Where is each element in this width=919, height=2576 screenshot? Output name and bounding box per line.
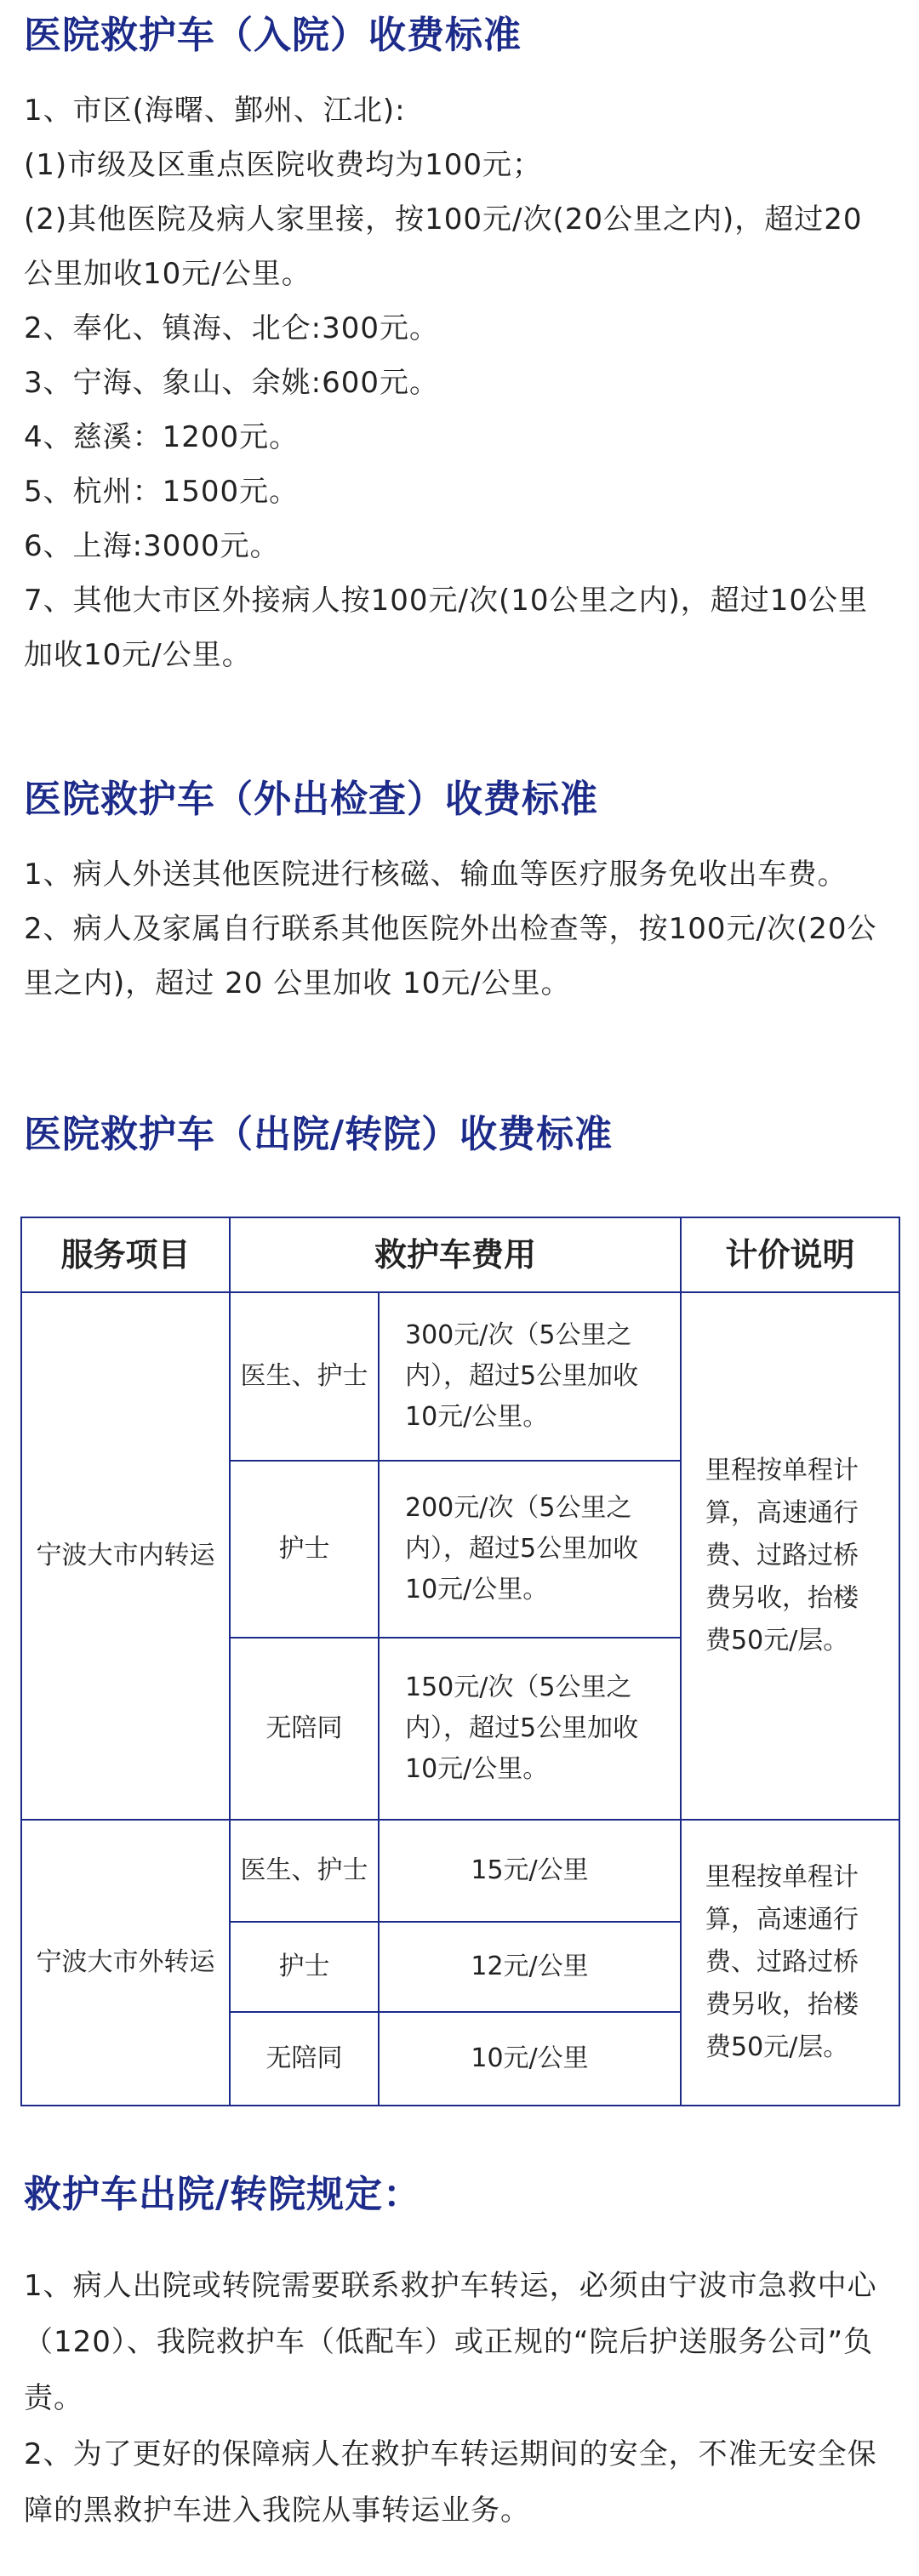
section-title-outside-exam: 医院救护车（外出检查）收费标准 [24, 778, 598, 821]
regulation-item: 1、病人出院或转院需要联系救护车转运，必须由宁波市急救中心（120）、我院救护车（低配车）或正规的“院后护送服务公司”负责。 [24, 2269, 877, 2415]
section-body-outside-exam [24, 847, 895, 1011]
note-cell: 里程按单程计算，高速通行费、过路过桥费另收，抬楼费50元/层。 [681, 1820, 899, 2106]
staff-cell: 无陪同 [230, 2012, 379, 2106]
fee-cell: 150元/次（5公里之内），超过5公里加收10元/公里。 [379, 1638, 681, 1820]
fee-table [20, 1217, 900, 2106]
section-body-admission [24, 83, 895, 682]
service-cell: 宁波大市外转运 [21, 1820, 230, 2106]
fee-item: 2、奉化、镇海、北仑:300元。 [24, 311, 439, 345]
section-body-regulations [24, 2258, 895, 2539]
fee-cell: 10元/公里 [379, 2012, 681, 2106]
fee-item: 1、市区(海曙、鄞州、江北): [24, 94, 406, 128]
fee-item: 3、宁海、象山、余姚:600元。 [24, 366, 439, 400]
header-service: 服务项目 [21, 1217, 230, 1292]
service-cell: 宁波大市内转运 [21, 1292, 230, 1820]
fee-cell: 200元/次（5公里之内），超过5公里加收10元/公里。 [379, 1461, 681, 1638]
fee-item: (2)其他医院及病人家里接，按100元/次(20公里之内)，超过20 公里加收10元/公里。 [24, 202, 863, 291]
section-regulations [24, 2169, 895, 2539]
fee-item: 6、上海:3000元。 [24, 529, 280, 563]
regulation-item: 2、为了更好的保障病人在救护车转运期间的安全，不准无安全保障的黑救护车进入我院从事转运业务。 [24, 2437, 877, 2528]
table-row [21, 1292, 899, 1461]
staff-cell: 护士 [230, 1461, 379, 1638]
staff-cell: 医生、护士 [230, 1820, 379, 1922]
table-header-row [21, 1217, 899, 1292]
fee-item: (1)市级及区重点医院收费均为100元； [24, 148, 543, 182]
header-fee: 救护车费用 [230, 1217, 681, 1292]
note-cell: 里程按单程计算，高速通行费、过路过桥费另收，抬楼费50元/层。 [681, 1292, 899, 1820]
fee-item: 2、病人及家属自行联系其他医院外出检查等，按100元/次(20公里之内)，超过 20 公里加收 10元/公里。 [24, 912, 877, 1000]
table-row [21, 1820, 899, 1922]
fee-item: 1、病人外送其他医院进行核磁、输血等医疗服务免收出车费。 [24, 858, 848, 892]
fee-cell: 12元/公里 [379, 1922, 681, 2012]
fee-item: 5、杭州：1500元。 [24, 475, 300, 509]
fee-cell: 15元/公里 [379, 1820, 681, 1922]
staff-cell: 医生、护士 [230, 1292, 379, 1461]
staff-cell: 无陪同 [230, 1638, 379, 1820]
section-title-regulations: 救护车出院/转院规定： [24, 2173, 422, 2216]
section-title-admission: 医院救护车（入院）收费标准 [24, 14, 522, 57]
fee-item: 4、慈溪：1200元。 [24, 420, 300, 454]
staff-cell: 护士 [230, 1922, 379, 2012]
section-title-discharge-transfer: 医院救护车（出院/转院）收费标准 [24, 1113, 614, 1156]
fee-item: 7、其他大市区外接病人按100元/次(10公里之内)，超过10公里加收10元/公里。 [24, 584, 869, 672]
header-note: 计价说明 [681, 1217, 899, 1292]
fee-cell: 300元/次（5公里之内），超过5公里加收10元/公里。 [379, 1292, 681, 1461]
